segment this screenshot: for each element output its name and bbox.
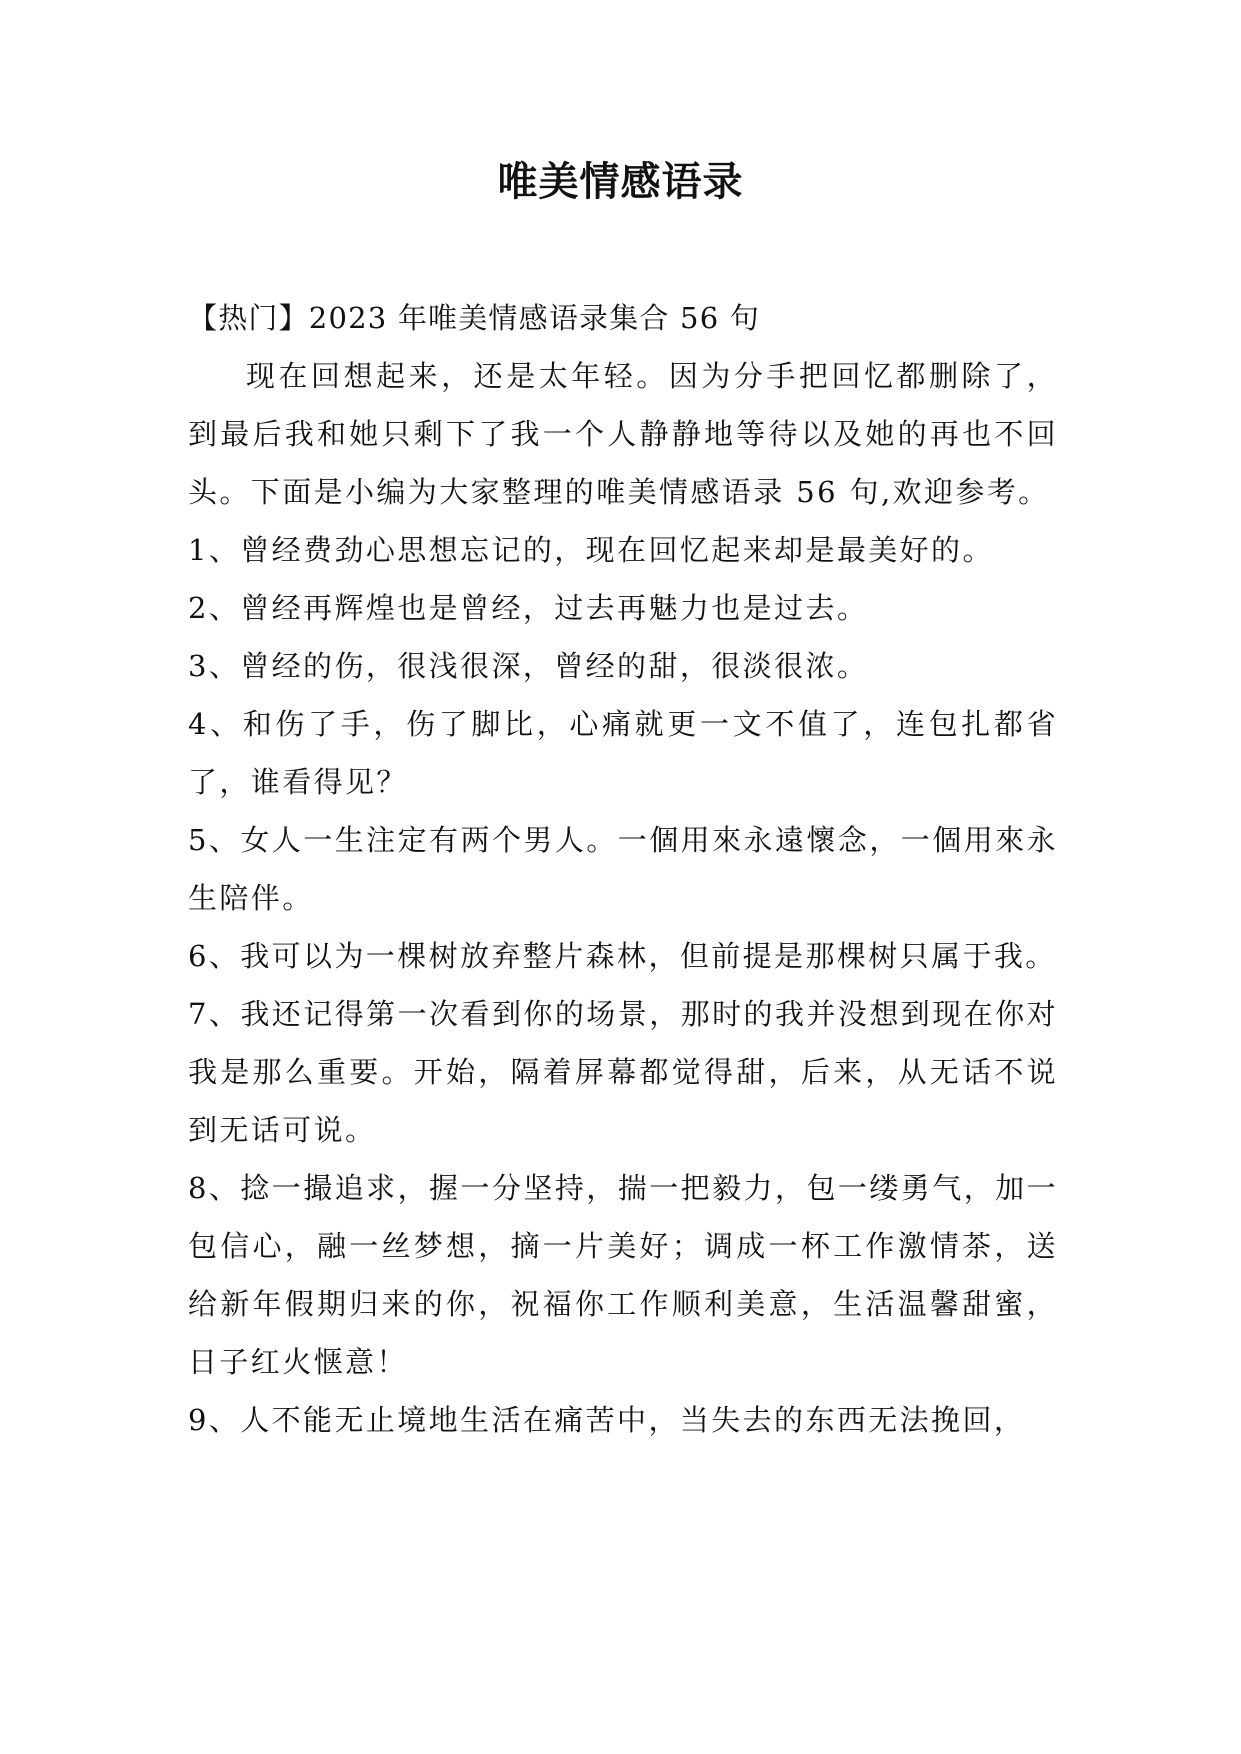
quote-item-6: 6、我可以为一棵树放弃整片森林，但前提是那棵树只属于我。 xyxy=(188,939,1057,973)
document-title: 唯美情感语录 xyxy=(497,159,744,205)
quote-item-3: 3、曾经的伤，很浅很深，曾经的甜，很淡很浓。 xyxy=(188,649,869,683)
quote-item-9: 9、人不能无止境地生活在痛苦中，当失去的东西无法挽回， xyxy=(188,1403,1026,1437)
quote-item-1: 1、曾经费劲心思想忘记的，现在回忆起来却是最美好的。 xyxy=(188,533,994,567)
quote-item-2: 2、曾经再辉煌也是曾经，过去再魅力也是过去。 xyxy=(188,591,869,625)
quote-item-4: 4、和伤了手，伤了脚比，心痛就更一文不值了，连包扎都省了，谁看得见？ xyxy=(188,707,1058,799)
document-subtitle: 【热门】2023 年唯美情感语录集合 56 句 xyxy=(188,301,760,335)
quote-item-8: 8、捻一撮追求，握一分坚持，揣一把毅力，包一缕勇气，加一包信心，融一丝梦想，摘一片美好；调成一杯工作激情茶，送给新年假期归来的你，祝福你工作顺利美意，生活温馨甜蜜，日子红火惬意！ xyxy=(188,1171,1058,1379)
document-body xyxy=(188,289,1058,1449)
quote-item-7: 7、我还记得第一次看到你的场景，那时的我并没想到现在你对我是那么重要。开始，隔着屏幕都觉得甜，后来，从无话不说到无话可说。 xyxy=(188,997,1058,1147)
quote-item-5: 5、女人一生注定有两个男人。一個用來永遠懷念，一個用來永生陪伴。 xyxy=(188,823,1058,915)
intro-paragraph: 现在回想起来，还是太年轻。因为分手把回忆都删除了，到最后我和她只剩下了我一个人静静地等待以及她的再也不回头。下面是小编为大家整理的唯美情感语录 56 句,欢迎参考。 xyxy=(188,359,1058,509)
